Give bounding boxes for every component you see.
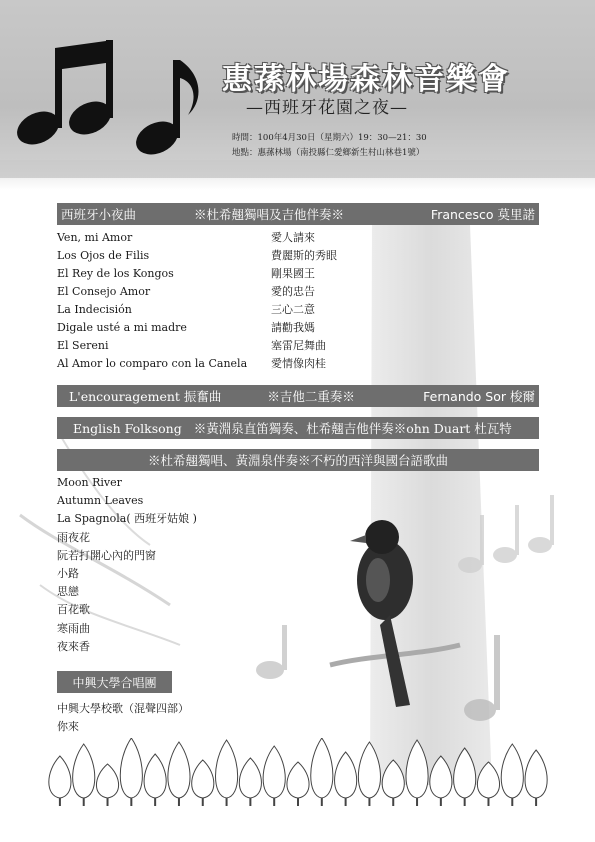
list-item: Moon River bbox=[57, 476, 122, 489]
page-subtitle: —西班牙花園之夜— bbox=[246, 98, 408, 118]
song-title-es: El Rey de los Kongos bbox=[57, 267, 174, 280]
tree-icon bbox=[358, 742, 380, 798]
song-title-zh: 請勸我媽 bbox=[271, 321, 315, 334]
tree-trunk bbox=[392, 798, 394, 806]
section-bar-encouragement bbox=[57, 385, 539, 407]
tree-icon bbox=[239, 758, 261, 798]
event-time: 時間：100年4月30日（星期六）19：30—21：30 bbox=[232, 133, 427, 143]
tree-icon bbox=[287, 762, 309, 798]
tree-trunk bbox=[416, 798, 418, 806]
tree-icon bbox=[96, 764, 118, 798]
tree-trunk bbox=[511, 798, 513, 806]
section-title: English Folksong bbox=[73, 420, 182, 436]
section-bar-english-folksong bbox=[57, 417, 539, 439]
section-performers: ※吉他二重奏※ bbox=[267, 389, 355, 404]
list-item: 小路 bbox=[57, 567, 79, 581]
section-title: L'encouragement 振奮曲 bbox=[69, 389, 222, 404]
tree-trunk bbox=[297, 798, 299, 806]
tree-icon bbox=[501, 744, 523, 798]
section-composer: Francesco 莫里諾 bbox=[430, 207, 535, 222]
tree-icon bbox=[144, 754, 166, 798]
tree-icon bbox=[335, 752, 357, 798]
event-location: 地點：惠蓀林場（南投縣仁愛鄉新生村山林巷1號） bbox=[232, 148, 425, 158]
song-list-spanish bbox=[57, 229, 337, 373]
tree-trunk bbox=[178, 798, 180, 806]
song-title-es: El Consejo Amor bbox=[57, 285, 151, 298]
list-item: 你來 bbox=[57, 720, 79, 733]
tree-icon bbox=[525, 750, 547, 798]
list-item: Autumn Leaves bbox=[57, 494, 144, 508]
section-performers: ※黃淵泉直笛獨奏、杜希翹吉他伴奏※ohn Duart 杜瓦特 bbox=[193, 421, 512, 436]
tree-trunk bbox=[487, 798, 489, 806]
list-item: 中興大學校歌（混聲四部） bbox=[57, 702, 189, 715]
song-list-choir bbox=[57, 700, 189, 736]
tree-trunk bbox=[368, 798, 370, 806]
tree-row-decoration bbox=[48, 738, 548, 808]
tree-trunk bbox=[130, 798, 132, 806]
song-title-zh: 費麗斯的秀眼 bbox=[271, 249, 337, 262]
song-title-zh: 塞雷尼舞曲 bbox=[271, 339, 326, 352]
list-item: 雨夜花 bbox=[57, 530, 90, 544]
song-title-es: El Sereni bbox=[57, 339, 109, 352]
page-title: 惠蓀林場森林音樂會 bbox=[222, 62, 510, 97]
tree-trunk bbox=[107, 798, 109, 806]
tree-trunk bbox=[321, 798, 323, 806]
section-title: 西班牙小夜曲 bbox=[61, 207, 137, 222]
tree-icon bbox=[120, 738, 142, 798]
tree-icon bbox=[406, 740, 428, 798]
tree-trunk bbox=[535, 798, 537, 806]
song-row bbox=[57, 229, 337, 247]
song-title-zh: 三心二意 bbox=[271, 303, 315, 316]
tree-icon bbox=[73, 744, 95, 798]
song-title-es: La Indecisión bbox=[57, 303, 132, 316]
song-title-zh: 剛果國王 bbox=[271, 267, 315, 280]
tree-icon bbox=[477, 762, 499, 798]
section-bar-classic-songs bbox=[57, 449, 539, 471]
section-performers: ※杜希翹獨唱、黃淵泉伴奏※不朽的西洋與國台語歌曲 bbox=[147, 453, 448, 468]
list-item: 寒雨曲 bbox=[57, 621, 90, 635]
tree-trunk bbox=[202, 798, 204, 806]
song-row bbox=[57, 283, 337, 301]
tree-trunk bbox=[154, 798, 156, 806]
tree-icon bbox=[168, 742, 190, 798]
tree-trunk bbox=[464, 798, 466, 806]
song-row bbox=[57, 337, 337, 355]
tree-icon bbox=[430, 756, 452, 798]
song-title-es: Ven, mi Amor bbox=[57, 231, 133, 244]
song-list-classic bbox=[57, 474, 197, 656]
list-item: 夜來香 bbox=[57, 639, 90, 653]
section-bar-spanish-serenade bbox=[57, 203, 539, 225]
song-title-zh: 愛的忠告 bbox=[271, 285, 315, 298]
tree-icon bbox=[216, 740, 238, 798]
list-item: La Spagnola( 西班牙姑娘 ) bbox=[57, 512, 197, 526]
song-row bbox=[57, 355, 337, 373]
song-row bbox=[57, 301, 337, 319]
tree-trunk bbox=[59, 798, 61, 806]
song-title-es: Al Amor lo comparo con la Canela bbox=[57, 357, 248, 370]
tree-trunk bbox=[83, 798, 85, 806]
song-row bbox=[57, 319, 337, 337]
list-item: 思戀 bbox=[57, 585, 79, 599]
event-info bbox=[232, 131, 427, 161]
list-item: 阮若打開心內的門窗 bbox=[57, 548, 156, 562]
song-row bbox=[57, 265, 337, 283]
tree-icon bbox=[49, 756, 71, 798]
tree-trunk bbox=[249, 798, 251, 806]
list-item: 百花歌 bbox=[57, 603, 90, 617]
tree-icon bbox=[382, 760, 404, 798]
section-bar-choir: 中興大學合唱團 bbox=[57, 671, 172, 693]
section-performers: ※杜希翹獨唱及吉他伴奏※ bbox=[194, 207, 345, 222]
song-row bbox=[57, 247, 337, 265]
song-title-zh: 愛情像肉桂 bbox=[271, 357, 326, 370]
section-composer: Fernando Sor 梭爾 bbox=[423, 389, 535, 404]
tree-trunk bbox=[440, 798, 442, 806]
music-notes-icon bbox=[12, 20, 202, 160]
tree-icon bbox=[263, 746, 285, 798]
song-title-zh: 愛人請來 bbox=[271, 231, 315, 244]
tree-icon bbox=[192, 760, 214, 798]
tree-trunk bbox=[273, 798, 275, 806]
song-title-es: Digale usté a mi madre bbox=[57, 321, 187, 334]
tree-trunk bbox=[345, 798, 347, 806]
tree-trunk bbox=[226, 798, 228, 806]
tree-icon bbox=[311, 738, 333, 798]
tree-icon bbox=[454, 748, 476, 798]
song-title-es: Los Ojos de Filis bbox=[57, 249, 150, 262]
